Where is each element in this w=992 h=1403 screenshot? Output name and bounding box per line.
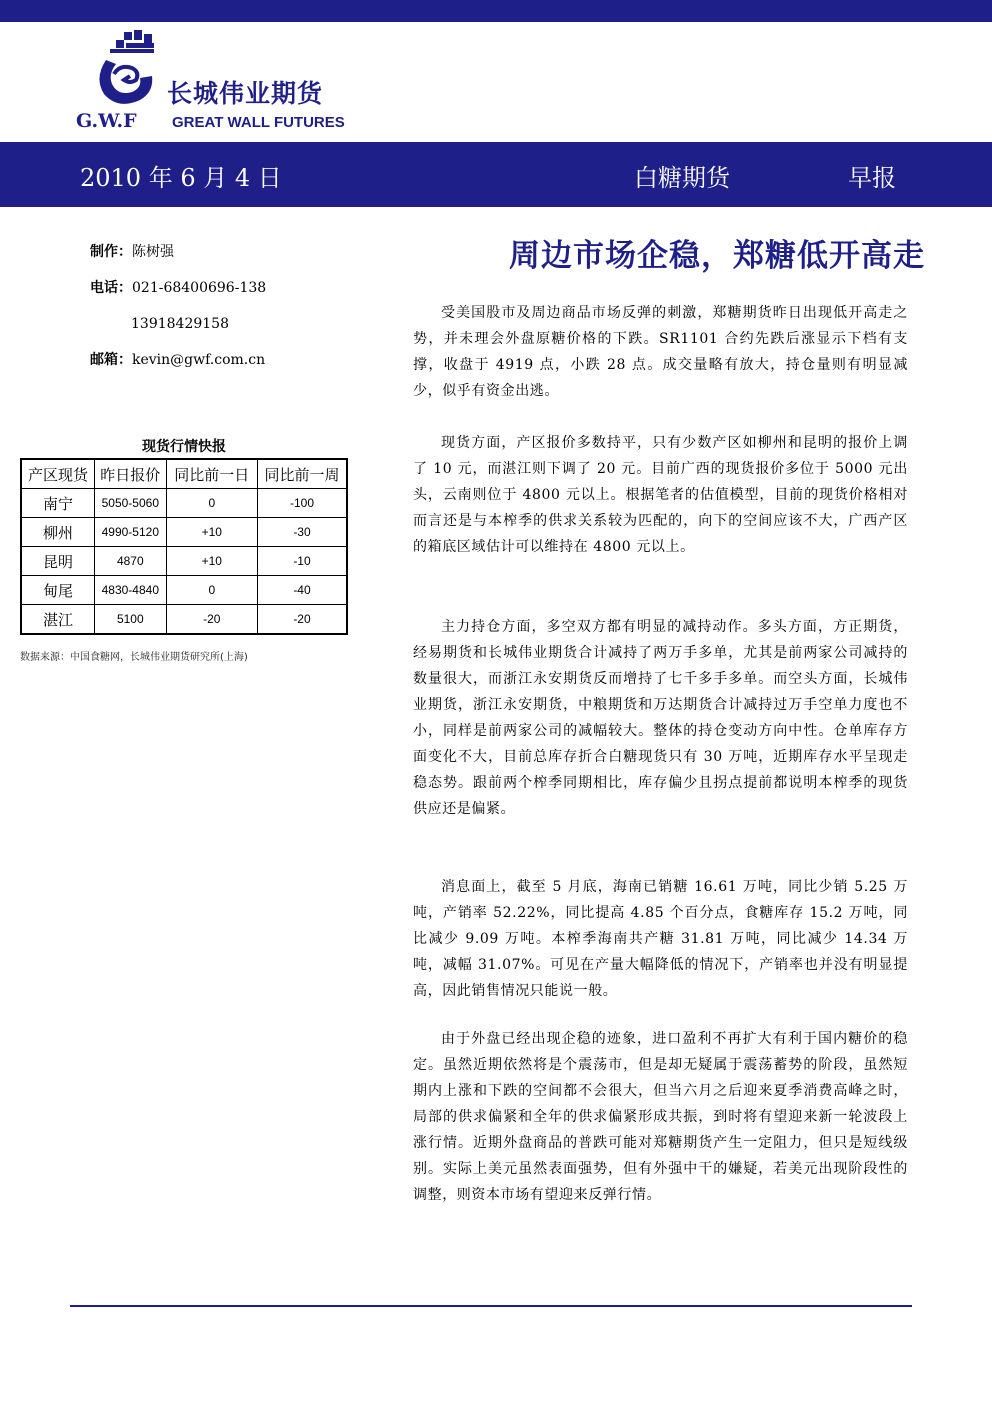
- footer-divider: [70, 1305, 912, 1307]
- table-header: 同比前一日: [166, 459, 257, 489]
- email-address[interactable]: kevin@gwf.com.cn: [132, 352, 266, 368]
- table-row: [21, 605, 347, 635]
- price-cell: 4990-5120: [95, 518, 167, 547]
- day-change-cell: 0: [166, 576, 257, 605]
- day-change-cell: -20: [166, 605, 257, 635]
- report-category: 白糖期货: [634, 164, 730, 192]
- region-cell: 甸尾: [21, 576, 95, 605]
- report-date: 2010 年 6 月 4 日: [80, 164, 282, 192]
- day-change-cell: +10: [166, 547, 257, 576]
- company-name-en: GREAT WALL FUTURES: [172, 114, 345, 131]
- week-change-cell: -10: [257, 547, 347, 576]
- table-row: [21, 576, 347, 605]
- great-wall-logo-icon: [90, 30, 160, 110]
- price-cell: 4830-4840: [95, 576, 167, 605]
- region-cell: 柳州: [21, 518, 95, 547]
- company-name-cn: 长城伟业期货: [167, 79, 324, 108]
- maker-row: 制作：陈树强: [90, 244, 174, 260]
- table-header: 产区现货: [21, 459, 95, 489]
- week-change-cell: -30: [257, 518, 347, 547]
- table-row: [21, 489, 347, 518]
- phone-row: 电话：021-68400696-138: [90, 280, 267, 296]
- maker-name: 陈树强: [132, 244, 174, 260]
- region-cell: 昆明: [21, 547, 95, 576]
- table-header: 同比前一周: [257, 459, 347, 489]
- phone-label: 电话: [90, 280, 118, 296]
- article-paragraph-5: 由于外盘已经出现企稳的迹象，进口盈利不再扩大有利于国内糖价的稳定。虽然近期依然将是个震荡市，但是却无疑属于震荡蓄势的阶段，虽然短期内上涨和下跌的空间都不会很大，但当六月之后迎来夏季消费高峰之时，局部的供求偏紧和全年的供求偏紧形成共振，到时将有望迎来新一轮波段上涨行情。近期外盘商品的普跌可能对郑糖期货产生一定阻力，但只是短线级别。实际上美元虽然表面强势，但有外强中干的嫌疑，若美元出现阶段性的调整，则资本市场有望迎来反弹行情。: [413, 1031, 908, 1203]
- price-cell: 4870: [95, 547, 167, 576]
- maker-label: 制作: [90, 244, 118, 260]
- table-header-row: [21, 459, 347, 489]
- article-paragraph-4: 消息面上，截至 5 月底，海南已销糖 16.61 万吨，同比少销 5.25 万吨，产销率 52.22%，同比提高 4.85 个百分点，食糖库存 15.2 万吨，同比减少 9.09 万吨。本榨季海南共产糖 31.81 万吨，同比减少 14.34 万吨，减幅 31.07%。可见在产量大幅降低的情况下，产销率也并没有明显提高，因此销售情况只能说一般。: [413, 879, 908, 999]
- email-row: 邮箱：kevin@gwf.com.cn: [90, 352, 266, 368]
- region-cell: 南宁: [21, 489, 95, 518]
- article-headline: 周边市场企稳，郑糖低开高走: [509, 238, 925, 274]
- phone-row-2: [131, 312, 229, 336]
- report-banner: [0, 142, 992, 207]
- table-header: 昨日报价: [95, 459, 167, 489]
- top-color-bar: [0, 0, 992, 22]
- article-paragraph-3: 主力持仓方面，多空双方都有明显的减持动作。多头方面，方正期货，经易期货和长城伟业期货合计减持了两万手多单，尤其是前两家公司减持的数量很大，而浙江永安期货反而增持了七千多手多单。而空头方面，长城伟业期货，浙江永安期货，中粮期货和万达期货合计减持过万手空单力度也不小，同样是前两家公司的减幅较大。整体的持仓变动方向中性。仓单库存方面变化不大，目前总库存折合白糖现货只有 30 万吨，近期库存水平呈现走稳态势。跟前两个榨季同期相比，库存偏少且拐点提前都说明本榨季的现货供应还是偏紧。: [413, 619, 908, 817]
- table-row: [21, 547, 347, 576]
- article-paragraph-2: 现货方面，产区报价多数持平，只有少数产区如柳州和昆明的报价上调了 10 元，而湛江则下调了 20 元。目前广西的现货报价多位于 5000 元出头，云南则位于 4800 元以上。根据笔者的估值模型，目前的现货价格相对而言还是与本榨季的供求关系较为匹配的，向下的空间应该不大，广西产区的箱底区域估计可以维持在 4800 元以上。: [413, 435, 908, 555]
- spot-table-title: 现货行情快报: [142, 439, 226, 455]
- phone-number-1: 021-68400696-138: [132, 280, 267, 296]
- data-source-note: 数据来源：中国食糖网，长城伟业期货研究所(上海): [20, 652, 248, 663]
- email-label: 邮箱: [90, 352, 118, 368]
- spot-price-table: [20, 458, 348, 635]
- article-paragraph-1: 受美国股市及周边商品市场反弹的刺激，郑糖期货昨日出现低开高走之势，并未理会外盘原糖价格的下跌。SR1101 合约先跌后涨显示下档有支撑，收盘于 4919 点，小跌 28 点。成交量略有放大，持仓量则有明显减少，似乎有资金出逃。: [413, 305, 908, 399]
- table-row: [21, 518, 347, 547]
- week-change-cell: -20: [257, 605, 347, 635]
- price-cell: 5050-5060: [95, 489, 167, 518]
- report-type: 早报: [848, 164, 896, 192]
- company-abbr: G.W.F: [76, 110, 137, 132]
- company-logo: [76, 30, 376, 135]
- region-cell: 湛江: [21, 605, 95, 635]
- phone-number-2: 13918429158: [131, 316, 229, 332]
- price-cell: 5100: [95, 605, 167, 635]
- week-change-cell: -100: [257, 489, 347, 518]
- day-change-cell: +10: [166, 518, 257, 547]
- day-change-cell: 0: [166, 489, 257, 518]
- week-change-cell: -40: [257, 576, 347, 605]
